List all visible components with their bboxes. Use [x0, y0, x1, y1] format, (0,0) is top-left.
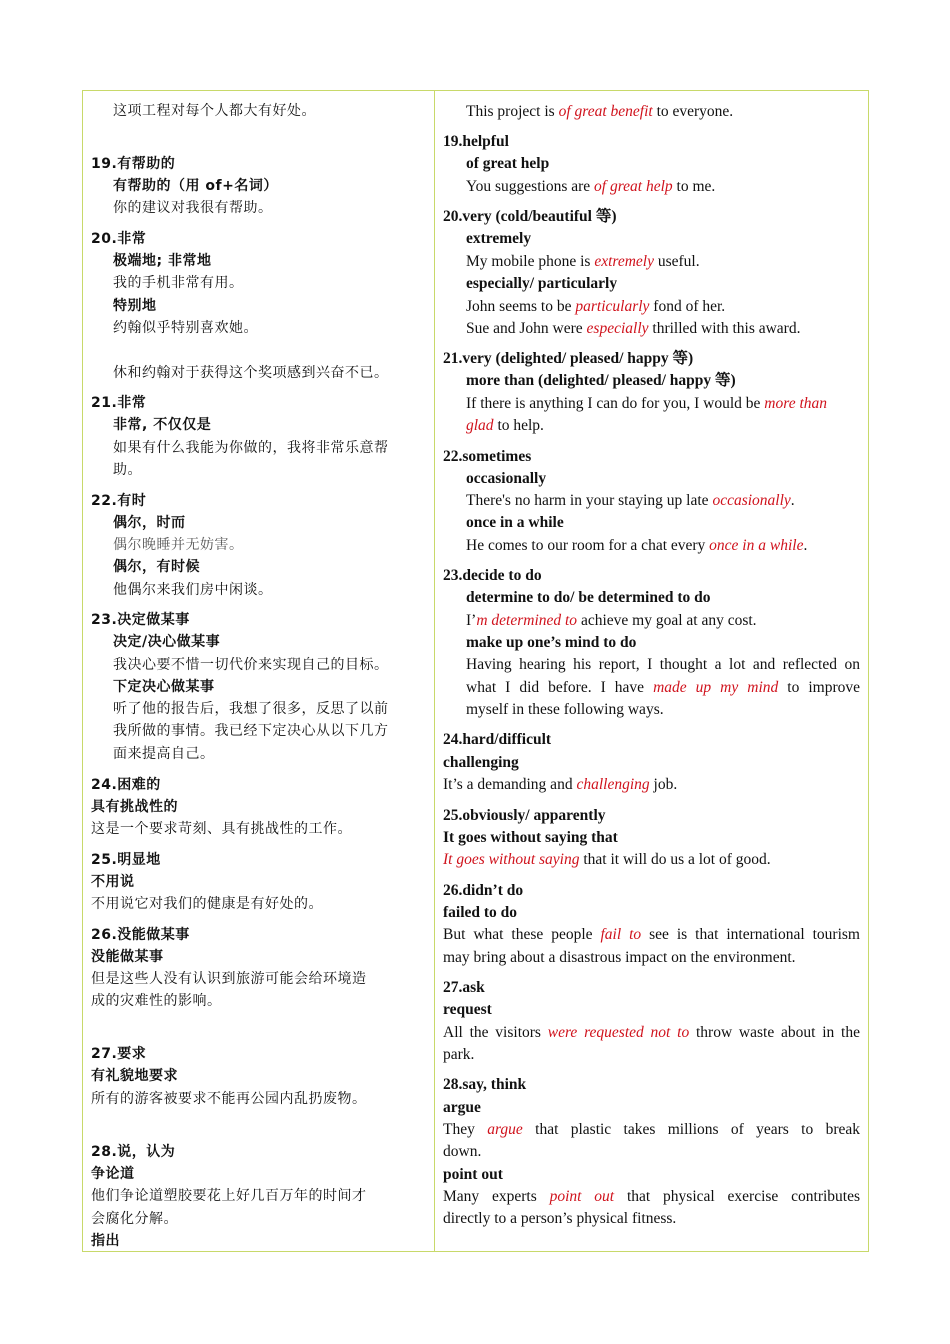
heading-25: 25.obviously/ apparently [443, 807, 606, 824]
example-sentence: If there is anything I can do for you, I would be more than [466, 395, 828, 412]
sentence-zh: 他偶尔来我们房中闲谈。 [113, 582, 273, 598]
phrase: especially/ particularly [466, 275, 618, 292]
example-sentence: what I did before. I have made up my mind to improve [466, 679, 860, 696]
sentence-zh: 助。 [113, 462, 142, 478]
phrase: determine to do/ be determined to do [466, 589, 711, 606]
highlight-phrase: extremely [594, 253, 654, 270]
sentence-zh: 这项工程对每个人都大有好处。 [113, 103, 316, 119]
phrase-zh: 非常, 不仅仅是 [113, 417, 212, 433]
sentence-zh: 会腐化分解。 [91, 1211, 178, 1227]
heading-28-zh: 28.说，认为 [91, 1144, 176, 1160]
highlight-phrase: were requested not to [547, 1024, 690, 1041]
phrase-zh: 没能做某事 [91, 949, 164, 965]
example-sentence: This project is of great benefit to everyone. [466, 103, 734, 120]
example-sentence: glad to help. [466, 417, 544, 434]
sentence-zh: 我的手机非常有用。 [113, 275, 244, 291]
heading-21: 21.very (delighted/ pleased/ happy 等) [443, 350, 694, 367]
phrase: It goes without saying that [443, 829, 618, 846]
phrase: once in a while [466, 514, 564, 531]
phrase-zh: 有礼貌地要求 [91, 1068, 178, 1084]
phrase: more than (delighted/ pleased/ happy 等) [466, 372, 736, 389]
sentence-zh: 如果有什么我能为你做的，我将非常乐意帮 [113, 440, 389, 456]
sentence-zh: 我所做的事情。我已经下定决心从以下几方 [113, 723, 389, 739]
sentence-zh: 成的灾难性的影响。 [91, 993, 222, 1009]
heading-25-zh: 25.明显地 [91, 852, 161, 868]
sentence-zh: 你的建议对我很有帮助。 [113, 200, 273, 216]
phrase-zh: 争论道 [91, 1166, 135, 1182]
phrase: extremely [466, 230, 532, 247]
example-sentence: I’m determined to achieve my goal at any cost. [466, 612, 757, 629]
example-sentence: John seems to be particularly fond of her. [466, 298, 726, 315]
highlight-phrase: once in a while [709, 537, 804, 554]
highlight-phrase: point out [549, 1188, 615, 1205]
vocabulary-table [82, 90, 869, 1252]
highlight-phrase: m determined to [476, 612, 578, 629]
highlight-phrase: made up my mind [653, 679, 779, 696]
sentence-zh: 不用说它对我们的健康是有好处的。 [91, 896, 323, 912]
sentence-zh: 休和约翰对于获得这个奖项感到兴奋不已。 [113, 365, 389, 381]
heading-24-zh: 24.困难的 [91, 777, 161, 793]
phrase: argue [443, 1099, 481, 1116]
example-sentence: But what these people fail to see is that international tourism [443, 926, 860, 943]
sentence-zh: 这是一个要求苛刻、具有挑战性的工作。 [91, 821, 352, 837]
heading-19-zh: 19.有帮助的 [91, 156, 176, 172]
english-column [435, 91, 868, 1251]
highlight-phrase: especially [586, 320, 649, 337]
heading-20-zh: 20.非常 [91, 231, 147, 247]
sentence-zh: 所有的游客被要求不能再公园内乱扔废物。 [91, 1091, 367, 1107]
highlight-phrase: particularly [575, 298, 650, 315]
sentence-zh: 约翰似乎特别喜欢她。 [113, 320, 258, 336]
chinese-column [83, 91, 435, 1251]
phrase-zh: 有帮助的（用 of+名词） [113, 178, 278, 194]
phrase-zh: 指出 [91, 1233, 120, 1249]
heading-28: 28.say, think [443, 1076, 527, 1093]
highlight-phrase: fail to [600, 926, 642, 943]
sentence-zh: 偶尔晚睡并无妨害。 [113, 537, 244, 553]
heading-22: 22.sometimes [443, 448, 532, 465]
phrase-zh: 极端地; 非常地 [113, 253, 212, 269]
phrase-zh: 偶尔，时而 [113, 515, 186, 531]
example-sentence: myself in these following ways. [466, 701, 664, 718]
sentence-zh: 但是这些人没有认识到旅游可能会给环境造 [91, 971, 367, 987]
example-sentence: He comes to our room for a chat every once in a while. [466, 537, 808, 554]
example-sentence: directly to a person’s physical fitness. [443, 1210, 677, 1227]
sentence-zh: 面来提高自己。 [113, 746, 215, 762]
phrase-zh: 偶尔，有时候 [113, 559, 200, 575]
example-sentence: There's no harm in your staying up late occasionally. [466, 492, 795, 509]
heading-27-zh: 27.要求 [91, 1046, 147, 1062]
phrase-zh: 具有挑战性的 [91, 799, 178, 815]
example-sentence: may bring about a disastrous impact on the environment. [443, 949, 796, 966]
highlight-phrase: of great help [594, 178, 673, 195]
highlight-phrase: of great benefit [558, 103, 653, 120]
highlight-phrase: argue [487, 1121, 523, 1138]
phrase-zh: 下定决心做某事 [113, 679, 215, 695]
example-sentence: Sue and John were especially thrilled with this award. [466, 320, 801, 337]
phrase: make up one’s mind to do [466, 634, 637, 651]
heading-26-zh: 26.没能做某事 [91, 927, 190, 943]
heading-23-zh: 23.决定做某事 [91, 612, 190, 628]
heading-22-zh: 22.有时 [91, 493, 147, 509]
example-sentence: Many experts point out that physical exercise contributes [443, 1188, 861, 1205]
example-sentence: down. [443, 1143, 482, 1160]
highlight-phrase: glad [466, 417, 494, 434]
phrase: point out [443, 1166, 503, 1183]
highlight-phrase: It goes without saying [443, 851, 580, 868]
heading-23: 23.decide to do [443, 567, 542, 584]
example-sentence: It’s a demanding and challenging job. [443, 776, 678, 793]
phrase-zh: 不用说 [91, 874, 135, 890]
example-sentence: You suggestions are of great help to me. [466, 178, 716, 195]
highlight-phrase: occasionally [712, 492, 791, 509]
example-sentence: All the visitors were requested not to throw waste about in the [443, 1024, 860, 1041]
example-sentence: Having hearing his report, I thought a lot and reflected on [466, 656, 860, 673]
heading-20: 20.very (cold/beautiful 等) [443, 208, 617, 225]
phrase: challenging [443, 754, 519, 771]
example-sentence: It goes without saying that it will do us a lot of good. [443, 851, 771, 868]
sentence-zh: 听了他的报告后，我想了很多，反思了以前 [113, 701, 389, 717]
phrase-zh: 决定/决心做某事 [113, 634, 221, 650]
heading-19: 19.helpful [443, 133, 509, 150]
sentence-zh: 他们争论道塑胶要花上好几百万年的时间才 [91, 1188, 367, 1204]
example-sentence: My mobile phone is extremely useful. [466, 253, 700, 270]
sentence-zh: 我决心要不惜一切代价来实现自己的目标。 [113, 657, 389, 673]
heading-26: 26.didn’t do [443, 882, 524, 899]
heading-24: 24.hard/difficult [443, 731, 552, 748]
example-sentence: park. [443, 1046, 475, 1063]
highlight-phrase: challenging [576, 776, 650, 793]
phrase: failed to do [443, 904, 518, 921]
phrase: of great help [466, 155, 550, 172]
heading-27: 27.ask [443, 979, 485, 996]
heading-21-zh: 21.非常 [91, 395, 147, 411]
phrase: occasionally [466, 470, 547, 487]
phrase-zh: 特别地 [113, 298, 157, 314]
highlight-phrase: more than [764, 395, 828, 412]
example-sentence: They argue that plastic takes millions of years to break [443, 1121, 860, 1138]
phrase: request [443, 1001, 492, 1018]
